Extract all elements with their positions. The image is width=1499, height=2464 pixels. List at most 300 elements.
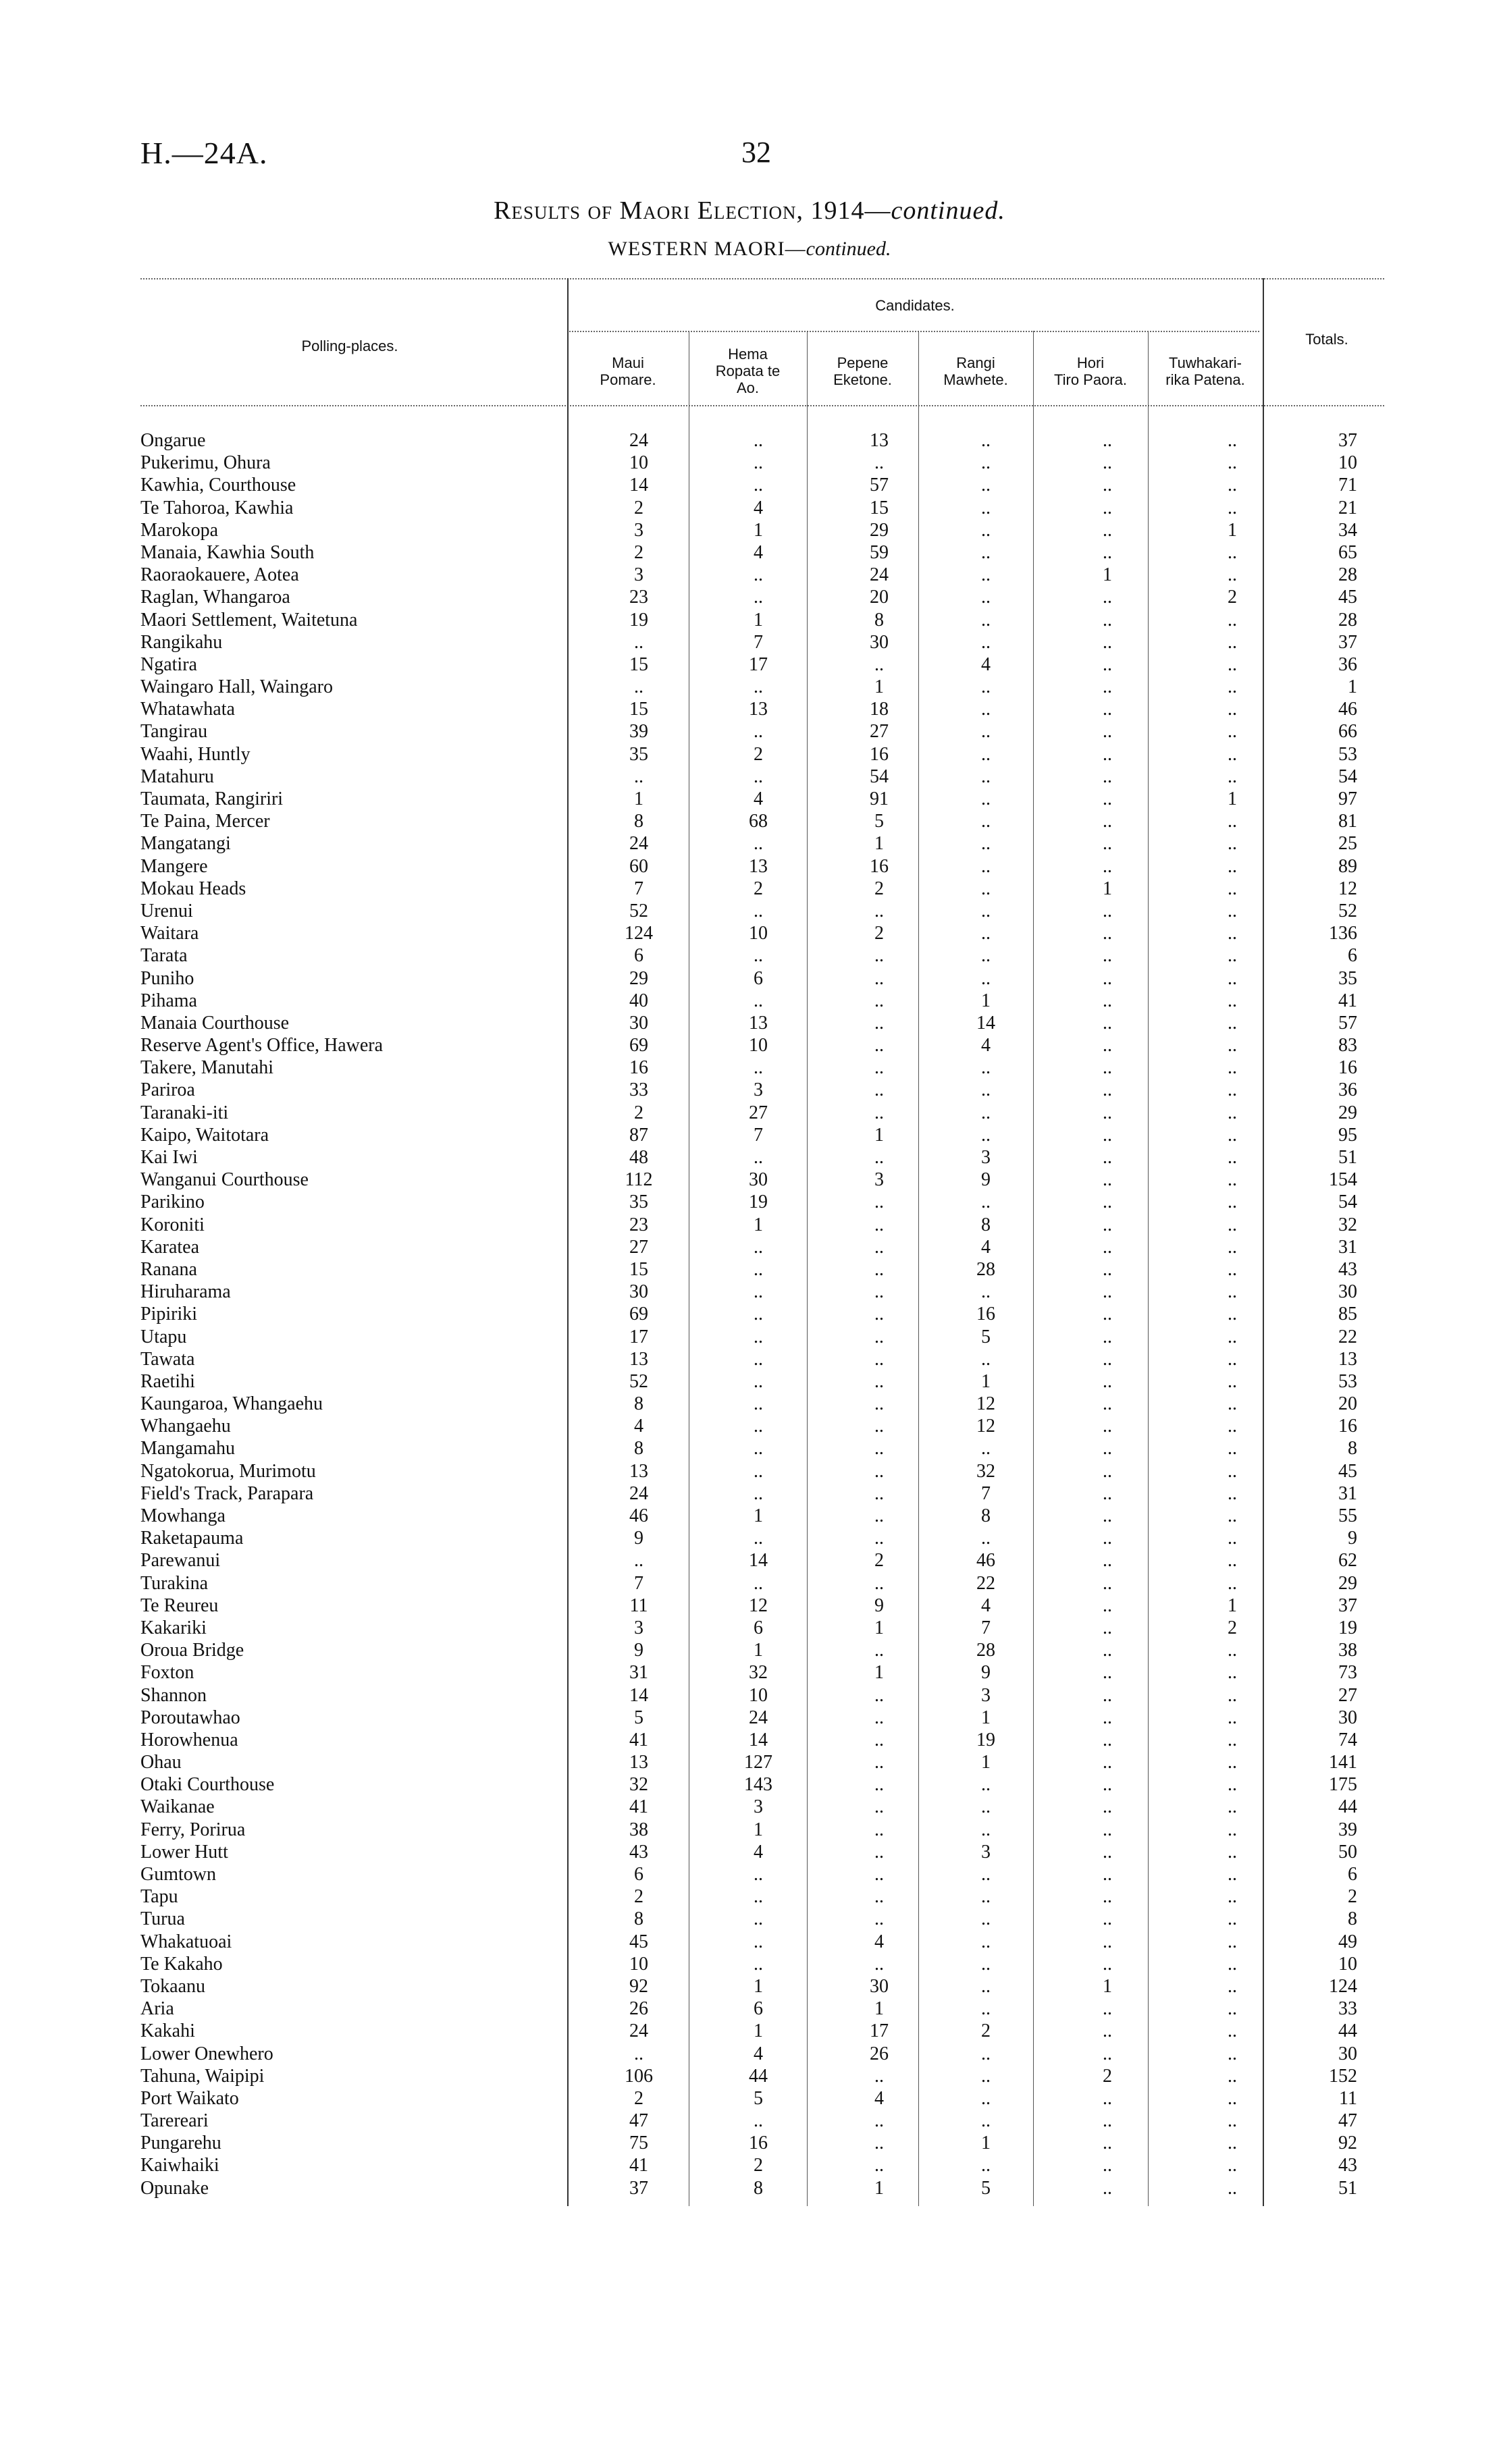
vote-count-cell: .. xyxy=(874,1684,884,1706)
vote-count-cell: .. xyxy=(874,2065,884,2087)
vote-count-cell: 57 xyxy=(870,475,889,496)
vote-count-cell: 1 xyxy=(981,1370,991,1392)
vote-count-cell: .. xyxy=(874,1079,884,1101)
vote-count-cell: 1 xyxy=(981,990,991,1011)
vote-count-cell: .. xyxy=(981,452,991,474)
vote-count-cell: .. xyxy=(1228,721,1237,743)
table-row xyxy=(0,967,1499,990)
title-italic: continued. xyxy=(891,196,1005,225)
vote-count-cell: 8 xyxy=(634,1393,643,1415)
vote-count-cell: .. xyxy=(754,1953,763,1975)
vote-count-cell: .. xyxy=(1103,1886,1112,1908)
total-cell: 36 xyxy=(1338,653,1357,675)
vote-count-cell: .. xyxy=(754,1572,763,1594)
table-row xyxy=(0,1796,1499,1818)
table-row xyxy=(0,1751,1499,1773)
total-cell: 57 xyxy=(1338,1012,1357,1034)
total-cell: 39 xyxy=(1338,1819,1357,1840)
total-cell: 20 xyxy=(1338,1393,1357,1415)
vote-count-cell: 1 xyxy=(754,1640,763,1661)
polling-place-name: Ferry, Porirua xyxy=(140,1819,252,1841)
vote-count-cell: 52 xyxy=(629,1370,648,1392)
polling-place-name: Ngatokorua, Murimotu xyxy=(140,1460,323,1482)
polling-place-name: Poroutawhao xyxy=(140,1707,247,1729)
total-cell: 36 xyxy=(1338,1079,1357,1101)
total-cell: 51 xyxy=(1338,2177,1357,2199)
vote-count-cell: .. xyxy=(981,497,991,518)
vote-count-cell: .. xyxy=(1228,1035,1237,1056)
table-row xyxy=(0,1191,1499,1213)
candidate-name-line: Mawhete. xyxy=(943,371,1008,388)
vote-count-cell: 106 xyxy=(625,2065,653,2087)
total-cell: 73 xyxy=(1338,1662,1357,1684)
vote-count-cell: 6 xyxy=(754,1998,763,2020)
vote-count-cell: .. xyxy=(1228,1124,1237,1146)
vote-count-cell: .. xyxy=(981,900,991,921)
vote-count-cell: 4 xyxy=(754,1841,763,1863)
polling-place-name: Oroua Bridge xyxy=(140,1639,251,1661)
vote-count-cell: .. xyxy=(754,1304,763,1325)
vote-count-cell: .. xyxy=(1228,676,1237,698)
vote-count-cell: 12 xyxy=(976,1416,995,1437)
vote-count-cell: .. xyxy=(874,1393,884,1415)
vote-count-cell: .. xyxy=(1103,1707,1112,1728)
total-cell: 29 xyxy=(1338,1102,1357,1123)
vote-count-cell: .. xyxy=(1103,1035,1112,1056)
vote-count-cell: .. xyxy=(754,475,763,496)
vote-count-cell: .. xyxy=(1103,452,1112,474)
table-row xyxy=(0,1079,1499,1101)
vote-count-cell: .. xyxy=(981,676,991,698)
table-row xyxy=(0,497,1499,519)
vote-count-cell: .. xyxy=(1228,631,1237,653)
vote-count-cell: 23 xyxy=(629,587,648,608)
table-row xyxy=(0,1841,1499,1863)
title-main: Results of Maori Election, 1914— xyxy=(494,196,891,225)
polling-place-name: Te Tahoroa, Kawhia xyxy=(140,497,300,519)
vote-count-cell: .. xyxy=(981,1348,991,1370)
vote-count-cell: 30 xyxy=(749,1169,768,1191)
vote-count-cell: 14 xyxy=(629,1684,648,1706)
vote-count-cell: 2 xyxy=(754,878,763,899)
vote-count-cell: 1 xyxy=(874,1124,884,1146)
vote-count-cell: 4 xyxy=(754,541,763,563)
polling-place-name: Kakariki xyxy=(140,1617,213,1639)
total-cell: 16 xyxy=(1338,1416,1357,1437)
vote-count-cell: 3 xyxy=(981,1684,991,1706)
table-row xyxy=(0,1348,1499,1370)
vote-count-cell: 14 xyxy=(749,1550,768,1572)
vote-count-cell: .. xyxy=(874,990,884,1011)
vote-count-cell: 13 xyxy=(629,1348,648,1370)
header-candidate-tuwhakaririka-patena xyxy=(1148,354,1263,388)
vote-count-cell: .. xyxy=(1228,1953,1237,1975)
vote-count-cell: 9 xyxy=(981,1662,991,1684)
vote-count-cell: 43 xyxy=(629,1841,648,1863)
vote-count-cell: .. xyxy=(981,2065,991,2087)
vote-count-cell: 143 xyxy=(744,1774,772,1796)
vote-count-cell: .. xyxy=(1228,1169,1237,1191)
vote-count-cell: .. xyxy=(874,1304,884,1325)
vote-count-cell: 127 xyxy=(744,1752,772,1773)
total-cell: 6 xyxy=(1348,945,1357,967)
vote-count-cell: .. xyxy=(1103,945,1112,967)
vote-count-cell: .. xyxy=(874,1057,884,1079)
vote-count-cell: 35 xyxy=(629,1191,648,1213)
vote-count-cell: 1 xyxy=(754,1819,763,1840)
vote-count-cell: 41 xyxy=(629,1729,648,1750)
vote-count-cell: .. xyxy=(874,1505,884,1526)
vote-count-cell: 6 xyxy=(634,1864,643,1885)
table-row xyxy=(0,720,1499,743)
polling-place-name: Pungarehu xyxy=(140,2132,228,2154)
vote-count-cell: 5 xyxy=(754,2087,763,2109)
table-row xyxy=(0,698,1499,720)
vote-count-cell: .. xyxy=(1103,1931,1112,1952)
vote-count-cell: .. xyxy=(754,676,763,698)
vote-count-cell: 24 xyxy=(629,2020,648,2042)
vote-count-cell: .. xyxy=(1103,855,1112,877)
polling-place-name: Pukerimu, Ohura xyxy=(140,452,278,474)
vote-count-cell: 7 xyxy=(634,878,643,899)
vote-count-cell: 14 xyxy=(976,1012,995,1034)
vote-count-cell: 26 xyxy=(629,1998,648,2020)
candidate-name-line: rika Patena. xyxy=(1165,371,1245,388)
vote-count-cell: .. xyxy=(981,1931,991,1952)
vote-count-cell: .. xyxy=(1103,541,1112,563)
vote-count-cell: .. xyxy=(754,1438,763,1459)
vote-count-cell: .. xyxy=(981,878,991,899)
vote-count-cell: 23 xyxy=(629,1214,648,1235)
vote-count-cell: .. xyxy=(1103,1258,1112,1280)
header-candidate-pepene-eketone xyxy=(807,354,918,388)
vote-count-cell: .. xyxy=(1103,743,1112,765)
vote-count-cell: .. xyxy=(1228,430,1237,451)
vote-count-cell: 7 xyxy=(634,1572,643,1594)
candidate-name-line: Ropata te xyxy=(715,363,781,379)
total-cell: 51 xyxy=(1338,1147,1357,1168)
table-row xyxy=(0,1169,1499,1191)
vote-count-cell: 13 xyxy=(870,430,889,451)
vote-count-cell: .. xyxy=(754,1370,763,1392)
vote-count-cell: .. xyxy=(981,1438,991,1459)
vote-count-cell: .. xyxy=(1228,1908,1237,1930)
vote-count-cell: .. xyxy=(1228,766,1237,787)
subtitle-italic: continued. xyxy=(806,238,891,260)
vote-count-cell: 14 xyxy=(749,1729,768,1750)
vote-count-cell: 1 xyxy=(754,609,763,631)
vote-count-cell: 13 xyxy=(749,855,768,877)
polling-place-name: Mangere xyxy=(140,855,215,878)
polling-place-name: Parikino xyxy=(140,1191,211,1213)
vote-count-cell: .. xyxy=(754,1886,763,1908)
total-cell: 29 xyxy=(1338,1572,1357,1594)
vote-count-cell: .. xyxy=(1228,475,1237,496)
total-cell: 2 xyxy=(1348,1886,1357,1908)
polling-place-name: Manaia Courthouse xyxy=(140,1012,296,1034)
polling-place-name: Whakatuoai xyxy=(140,1931,238,1953)
vote-count-cell: 4 xyxy=(981,1595,991,1616)
vote-count-cell: .. xyxy=(1103,1684,1112,1706)
vote-count-cell: .. xyxy=(754,945,763,967)
table-row xyxy=(0,1863,1499,1885)
vote-count-cell: 5 xyxy=(981,1326,991,1347)
vote-count-cell: .. xyxy=(981,766,991,787)
table-row xyxy=(0,922,1499,944)
polling-place-name: Aria xyxy=(140,1998,181,2020)
vote-count-cell: .. xyxy=(981,811,991,832)
vote-count-cell: .. xyxy=(1228,923,1237,944)
table-row xyxy=(0,2065,1499,2087)
vote-count-cell: .. xyxy=(874,1035,884,1056)
vote-count-cell: .. xyxy=(981,1796,991,1818)
vote-count-cell: .. xyxy=(874,1707,884,1728)
vote-count-cell: .. xyxy=(981,1975,991,1997)
vote-count-cell: .. xyxy=(1228,1370,1237,1392)
vote-count-cell: .. xyxy=(981,430,991,451)
page-title xyxy=(0,196,1499,225)
vote-count-cell: 3 xyxy=(981,1147,991,1168)
vote-count-cell: 24 xyxy=(749,1707,768,1728)
vote-count-cell: .. xyxy=(634,631,643,653)
vote-count-cell: 1 xyxy=(1103,564,1112,586)
table-row xyxy=(0,1975,1499,1998)
vote-count-cell: .. xyxy=(874,2110,884,2132)
vote-count-cell: .. xyxy=(981,609,991,631)
polling-place-name: Shannon xyxy=(140,1684,213,1707)
vote-count-cell: 37 xyxy=(629,2177,648,2199)
vote-count-cell: 38 xyxy=(629,1819,648,1840)
vote-count-cell: 13 xyxy=(629,1752,648,1773)
vote-count-cell: .. xyxy=(874,1908,884,1930)
table-row xyxy=(0,1885,1499,1908)
total-cell: 136 xyxy=(1329,923,1357,944)
total-cell: 6 xyxy=(1348,1864,1357,1885)
vote-count-cell: 8 xyxy=(874,609,884,631)
polling-place-name: Ngatira xyxy=(140,653,204,676)
table-row xyxy=(0,1819,1499,1841)
vote-count-cell: 3 xyxy=(634,564,643,586)
polling-place-name: Hiruharama xyxy=(140,1281,238,1303)
vote-count-cell: .. xyxy=(874,1819,884,1840)
vote-count-cell: .. xyxy=(1103,1640,1112,1661)
vote-count-cell: 20 xyxy=(870,587,889,608)
vote-count-cell: .. xyxy=(874,1416,884,1437)
polling-place-name: Lower Onewhero xyxy=(140,2043,280,2065)
table-row xyxy=(0,1661,1499,1684)
vote-count-cell: 1 xyxy=(874,1662,884,1684)
table-row xyxy=(0,452,1499,474)
vote-count-cell: .. xyxy=(1228,1707,1237,1728)
vote-count-cell: .. xyxy=(1103,990,1112,1011)
total-cell: 97 xyxy=(1338,788,1357,809)
polling-place-name: Taranaki-iti xyxy=(140,1102,235,1124)
polling-place-name: Foxton xyxy=(140,1661,201,1684)
table-row xyxy=(0,1370,1499,1393)
vote-count-cell: .. xyxy=(754,564,763,586)
vote-count-cell: .. xyxy=(1103,1079,1112,1101)
vote-count-cell: 46 xyxy=(976,1550,995,1572)
table-row xyxy=(0,1707,1499,1729)
vote-count-cell: 12 xyxy=(976,1393,995,1415)
vote-count-cell: .. xyxy=(1228,2177,1237,2199)
vote-count-cell: .. xyxy=(1228,1528,1237,1549)
vote-count-cell: .. xyxy=(1103,923,1112,944)
polling-place-name: Field's Track, Parapara xyxy=(140,1482,320,1505)
vote-count-cell: 4 xyxy=(634,1416,643,1437)
table-row xyxy=(0,676,1499,698)
vote-count-cell: .. xyxy=(1228,1191,1237,1213)
vote-count-cell: 4 xyxy=(981,653,991,675)
vote-count-cell: .. xyxy=(1228,878,1237,899)
vote-count-cell: 54 xyxy=(870,766,889,787)
table-row xyxy=(0,743,1499,766)
vote-count-cell: .. xyxy=(981,1281,991,1303)
vote-count-cell: 4 xyxy=(754,2043,763,2064)
vote-count-cell: .. xyxy=(1228,497,1237,518)
vote-count-cell: .. xyxy=(1228,1752,1237,1773)
header-candidate-hema-ropata-te-ao xyxy=(689,346,807,396)
vote-count-cell: 2 xyxy=(1228,587,1237,608)
vote-count-cell: .. xyxy=(874,1729,884,1750)
table-row xyxy=(0,1527,1499,1549)
vote-count-cell: .. xyxy=(981,1998,991,2020)
vote-count-cell: .. xyxy=(1103,2133,1112,2154)
vote-count-cell: 31 xyxy=(629,1662,648,1684)
polling-place-name: Tangirau xyxy=(140,720,214,743)
vote-count-cell: .. xyxy=(874,2155,884,2176)
total-cell: 65 xyxy=(1338,541,1357,563)
vote-count-cell: 92 xyxy=(629,1975,648,1997)
total-cell: 28 xyxy=(1338,564,1357,586)
vote-count-cell: .. xyxy=(981,564,991,586)
vote-count-cell: .. xyxy=(981,788,991,809)
vote-count-cell: 41 xyxy=(629,2155,648,2176)
polling-place-name: Kawhia, Courthouse xyxy=(140,474,303,496)
vote-count-cell: .. xyxy=(1103,1482,1112,1504)
vote-count-cell: 4 xyxy=(754,788,763,809)
vote-count-cell: .. xyxy=(1228,2043,1237,2064)
vote-count-cell: .. xyxy=(1103,587,1112,608)
vote-count-cell: .. xyxy=(874,1796,884,1818)
table-row xyxy=(0,1482,1499,1505)
vote-count-cell: .. xyxy=(754,766,763,787)
vote-count-cell: .. xyxy=(981,1908,991,1930)
polling-place-name: Te Reureu xyxy=(140,1595,225,1617)
vote-count-cell: 16 xyxy=(749,2133,768,2154)
table-row xyxy=(0,1102,1499,1124)
vote-count-cell: .. xyxy=(1228,990,1237,1011)
vote-count-cell: .. xyxy=(754,1931,763,1952)
vote-count-cell: .. xyxy=(1228,1640,1237,1661)
polling-place-name: Kaipo, Waitotara xyxy=(140,1124,275,1146)
total-cell: 43 xyxy=(1338,1258,1357,1280)
vote-count-cell: .. xyxy=(754,721,763,743)
vote-count-cell: .. xyxy=(1228,2087,1237,2109)
table-row xyxy=(0,1931,1499,1953)
vote-count-cell: 41 xyxy=(629,1796,648,1818)
polling-place-name: Ohau xyxy=(140,1751,188,1773)
total-cell: 55 xyxy=(1338,1505,1357,1526)
table-row xyxy=(0,2154,1499,2176)
total-cell: 83 xyxy=(1338,1035,1357,1056)
vote-count-cell: .. xyxy=(1228,1348,1237,1370)
vote-count-cell: .. xyxy=(981,1191,991,1213)
vote-count-cell: .. xyxy=(1103,2155,1112,2176)
vote-count-cell: .. xyxy=(981,1124,991,1146)
vote-count-cell: 4 xyxy=(874,2087,884,2109)
vote-count-cell: .. xyxy=(1228,1841,1237,1863)
table-row xyxy=(0,1437,1499,1459)
vote-count-cell: .. xyxy=(981,519,991,541)
vote-count-cell: .. xyxy=(1103,1438,1112,1459)
vote-count-cell: .. xyxy=(754,1147,763,1168)
vote-count-cell: 1 xyxy=(981,1752,991,1773)
vote-count-cell: 5 xyxy=(634,1707,643,1728)
vote-count-cell: 27 xyxy=(870,721,889,743)
total-cell: 124 xyxy=(1329,1975,1357,1997)
total-cell: 53 xyxy=(1338,743,1357,765)
vote-count-cell: 30 xyxy=(629,1281,648,1303)
vote-count-cell: 69 xyxy=(629,1035,648,1056)
polling-place-name: Puniho xyxy=(140,967,201,990)
total-cell: 66 xyxy=(1338,721,1357,743)
table-row xyxy=(0,1146,1499,1169)
table-row xyxy=(0,766,1499,788)
vote-count-cell: .. xyxy=(1228,1662,1237,1684)
candidate-name-line: Maui xyxy=(612,354,644,371)
vote-count-cell: 8 xyxy=(981,1214,991,1235)
polling-place-name: Utapu xyxy=(140,1326,193,1348)
vote-count-cell: .. xyxy=(1103,811,1112,832)
total-cell: 47 xyxy=(1338,2110,1357,2132)
page-number: 32 xyxy=(741,136,771,169)
vote-count-cell: .. xyxy=(981,1774,991,1796)
total-cell: 53 xyxy=(1338,1370,1357,1392)
total-cell: 35 xyxy=(1338,967,1357,989)
total-cell: 16 xyxy=(1338,1057,1357,1079)
total-cell: 54 xyxy=(1338,766,1357,787)
vote-count-cell: 4 xyxy=(981,1236,991,1258)
total-cell: 25 xyxy=(1338,833,1357,855)
vote-count-cell: 1 xyxy=(874,833,884,855)
table-row xyxy=(0,1572,1499,1595)
vote-count-cell: .. xyxy=(1103,1505,1112,1526)
vote-count-cell: .. xyxy=(1103,1281,1112,1303)
total-cell: 71 xyxy=(1338,475,1357,496)
vote-count-cell: 10 xyxy=(749,1684,768,1706)
table-row xyxy=(0,541,1499,564)
vote-count-cell: .. xyxy=(1103,1662,1112,1684)
total-cell: 85 xyxy=(1338,1304,1357,1325)
vote-count-cell: 16 xyxy=(629,1057,648,1079)
total-cell: 8 xyxy=(1348,1438,1357,1459)
vote-count-cell: .. xyxy=(1103,430,1112,451)
total-cell: 74 xyxy=(1338,1729,1357,1750)
polling-place-name: Waahi, Huntly xyxy=(140,743,257,766)
vote-count-cell: 3 xyxy=(634,1617,643,1638)
vote-count-cell: .. xyxy=(981,923,991,944)
vote-count-cell: 7 xyxy=(981,1482,991,1504)
total-cell: 44 xyxy=(1338,2020,1357,2042)
vote-count-cell: 8 xyxy=(634,1438,643,1459)
vote-count-cell: .. xyxy=(874,1147,884,1168)
vote-count-cell: .. xyxy=(1103,1819,1112,1840)
vote-count-cell: 8 xyxy=(754,2177,763,2199)
vote-count-cell: .. xyxy=(634,676,643,698)
vote-count-cell: 18 xyxy=(870,699,889,720)
vote-count-cell: 2 xyxy=(634,497,643,518)
